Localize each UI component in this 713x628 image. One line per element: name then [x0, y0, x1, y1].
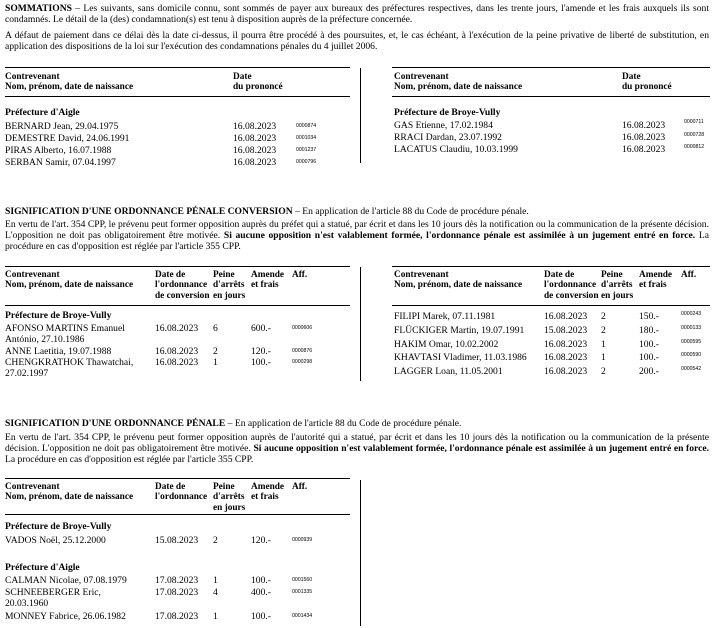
header-contrevenant: Contrevenant Nom, prénom, date de naissance: [394, 270, 523, 291]
divider: [5, 96, 350, 97]
case-code: 0000590: [681, 352, 702, 358]
amende-value: 200.-: [639, 366, 659, 377]
header-aff: Aff.: [292, 270, 308, 280]
divider: [5, 514, 350, 515]
person-name: RRACI Dardan, 23.07.1992: [394, 132, 502, 143]
date-value: 16.08.2023: [155, 357, 199, 368]
amende-value: 180.-: [639, 325, 659, 336]
case-code: 0000243: [681, 311, 702, 317]
person-name: FILIPI Marek, 07.11.1981: [394, 311, 496, 322]
case-code: 0000939: [292, 537, 313, 543]
person-name: FLÜCKIGER Martin, 19.07.1991: [394, 325, 525, 336]
group-label: Préfecture d'Aigle: [5, 562, 80, 573]
date-value: 16.08.2023: [155, 346, 199, 357]
column-divider: [360, 267, 361, 381]
peine-value: 2: [213, 346, 218, 357]
header-date-prononce: Date du prononcé: [233, 72, 283, 93]
date-value: 15.08.2023: [155, 535, 199, 546]
date-value: 16.08.2023: [622, 120, 666, 131]
header-peine: Peine d'arrêts en jours: [601, 270, 634, 301]
case-code: 0000876: [292, 348, 313, 354]
amende-value: 150.-: [639, 311, 659, 322]
divider: [5, 305, 350, 306]
date-value: 16.08.2023: [233, 157, 277, 168]
amende-value: 100.-: [251, 357, 271, 368]
header-aff: Aff.: [681, 270, 697, 280]
divider: [5, 478, 350, 479]
person-name: DEMESTRE David, 24.06.1991: [5, 133, 130, 144]
date-value: 17.08.2023: [155, 611, 199, 622]
person-name: MONNEY Fabrice, 26.06.1982: [5, 611, 126, 622]
person-name: SCHNEEBERGER Eric,: [5, 587, 101, 598]
person-name-cont: 20.03.1960: [5, 598, 49, 609]
amende-value: 120.-: [251, 535, 271, 546]
group-label: Préfecture de Broye-Vully: [5, 310, 112, 321]
conversion-title: SIGNIFICATION D'UNE ORDONNANCE PÉNALE CONVERSION: [5, 206, 293, 217]
column-divider: [360, 68, 361, 163]
sommations-text-1: – Les suivants, sans domicile connu, sont sommés de payer aux bureaux des préfectures respectives, dans les trente jours, l'amende et les frais auxquels ils sont condamnés. Le détail de la (des) condamnation(s) est tenu à disposition auprès de la préfecture concernée.: [5, 3, 709, 26]
divider: [392, 305, 710, 306]
peine-value: 2: [601, 325, 606, 336]
person-name: HAKIM Omar, 10.02.2002: [394, 339, 499, 350]
date-value: 17.08.2023: [155, 575, 199, 586]
amende-value: 400.-: [251, 587, 271, 598]
header-date-ordonnance: Date de l'ordonnance: [155, 482, 208, 503]
header-contrevenant: Contrevenant Nom, prénom, date de naissance: [5, 72, 134, 93]
header-amende: Amende et frais: [251, 482, 285, 503]
case-code: 0001237: [296, 147, 317, 153]
header-amende: Amende et frais: [639, 270, 673, 291]
peine-value: 1: [601, 352, 606, 363]
header-date-conversion: Date de l'ordonnance de conversion: [544, 270, 599, 301]
person-name: SERBAN Samir, 07.04.1997: [5, 157, 116, 168]
peine-value: 4: [213, 587, 218, 598]
sommations-intro: [5, 3, 709, 25]
case-code: 0000595: [681, 339, 702, 345]
person-name: LACATUS Claudiu, 10.03.1999: [394, 144, 518, 155]
date-value: 15.08.2023: [544, 325, 588, 336]
group-label: Préfecture d'Aigle: [5, 107, 80, 118]
header-date-conversion: Date de l'ordonnance de conversion: [155, 270, 210, 301]
case-code: 0001560: [292, 577, 313, 583]
peine-value: 2: [213, 535, 218, 546]
case-code: 0000542: [681, 366, 702, 372]
date-value: 16.08.2023: [233, 133, 277, 144]
divider: [5, 67, 350, 68]
amende-value: 120.-: [251, 346, 271, 357]
case-code: 0000711: [684, 119, 704, 125]
date-value: 16.08.2023: [544, 352, 588, 363]
amende-value: 100.-: [639, 339, 659, 350]
case-code: 0001335: [292, 589, 313, 595]
person-name: GAS Etienne, 17.02.1984: [394, 120, 493, 131]
person-name: LAGGER Loan, 11.05.2001: [394, 366, 503, 377]
group-label: Préfecture de Broye-Vully: [394, 107, 501, 118]
case-code: 0000606: [292, 325, 313, 331]
column-divider: [360, 480, 361, 626]
date-value: 16.08.2023: [544, 311, 588, 322]
date-value: 17.08.2023: [155, 587, 199, 598]
header-peine: Peine d'arrêts en jours: [213, 482, 246, 513]
amende-value: 100.-: [639, 352, 659, 363]
person-name-cont: António, 27.10.1986: [5, 334, 85, 345]
peine-value: 1: [213, 575, 218, 586]
date-value: 16.08.2023: [622, 132, 666, 143]
case-code: 0001034: [296, 135, 317, 141]
date-value: 16.08.2023: [233, 145, 277, 156]
conversion-text: En vertu de l'art. 354 CPP, le prévenu peut former opposition auprès du préfet qui a statué, par écrit et dans les 10 jours dès la notification ou la communication de la présente décision. L'opposition ne doit pas obligatoirement être motivée. Si aucune opposition n'est valablement formée, l'ordonnance pénale est assimilée à un jugement entré en force. La procédure en cas d'opposition est réglée par l'article 355 CPP.: [5, 219, 709, 253]
divider: [5, 266, 350, 267]
person-name: AFONSO MARTINS Emanuel: [5, 323, 125, 334]
header-date-prononce: Date du prononcé: [622, 72, 672, 93]
conversion-title-line: SIGNIFICATION D'UNE ORDONNANCE PÉNALE CONVERSION – En application de l'article 88 du Code de procédure pénale.: [5, 206, 529, 217]
case-code: 0000298: [292, 359, 313, 365]
amende-value: 100.-: [251, 611, 271, 622]
case-code: 0000728: [684, 132, 705, 138]
person-name: PIRAS Alberto, 16.07.1988: [5, 145, 112, 156]
person-name: BERNARD Jean, 29.04.1975: [5, 121, 119, 132]
date-value: 16.08.2023: [622, 144, 666, 155]
case-code: 0000812: [684, 144, 705, 150]
case-code: 0000874: [296, 123, 317, 129]
divider: [392, 266, 710, 267]
case-code: 0001434: [292, 613, 313, 619]
header-peine: Peine d'arrêts en jours: [213, 270, 246, 301]
person-name-cont: 27.02.1997: [5, 368, 49, 379]
person-name: CALMAN Nicolae, 07.08.1979: [5, 575, 127, 586]
sommations-text-2: A défaut de paiement dans ce délai dès la date ci-dessus, il pourra être procédé à des poursuites, et, le cas échéant, à l'exécution de la peine privative de liberté de substitution, en application des dispositions de la loi sur l'exécution des condamnations pénales du 4 juillet 2006.: [5, 30, 709, 53]
case-code: 0000133: [681, 325, 702, 331]
divider: [392, 67, 710, 68]
date-value: 16.08.2023: [544, 339, 588, 350]
person-name: ANNE Laetitia, 19.07.1988: [5, 346, 112, 357]
date-value: 16.08.2023: [544, 366, 588, 377]
case-code: 0000796: [296, 159, 317, 165]
header-aff: Aff.: [292, 482, 308, 492]
person-name: KHAVTASI Vladimer, 11.03.1986: [394, 352, 527, 363]
person-name: VADOS Noël, 25.12.2000: [5, 535, 106, 546]
penale-title: SIGNIFICATION D'UNE ORDONNANCE PÉNALE: [5, 418, 226, 429]
person-name: CHENGKRATHOK Thawatchai,: [5, 357, 134, 368]
header-contrevenant: Contrevenant Nom, prénom, date de naissance: [5, 482, 134, 503]
divider: [392, 96, 710, 97]
header-contrevenant: Contrevenant Nom, prénom, date de naissance: [394, 72, 523, 93]
amende-value: 600.-: [251, 323, 271, 334]
peine-value: 1: [213, 611, 218, 622]
peine-value: 2: [601, 311, 606, 322]
date-value: 16.08.2023: [233, 121, 277, 132]
header-amende: Amende et frais: [251, 270, 285, 291]
peine-value: 1: [213, 357, 218, 368]
group-label: Préfecture de Broye-Vully: [5, 521, 112, 532]
peine-value: 2: [601, 366, 606, 377]
penale-text: En vertu de l'art. 354 CPP, le prévenu peut former opposition auprès de l'autorité qui a statué, par écrit et dans les 10 jours dès la notification ou la communication de la présente décision. L'opposition ne doit pas obligatoirement être motivée. Si aucune opposition n'est valablement formée, l'ordonnance pénale est assimilée à un jugement entré en force. La procédure en cas d'opposition est réglée par l'article 355 CPP.: [5, 432, 709, 466]
sommations-text-2-block: [5, 30, 709, 52]
header-contrevenant: Contrevenant Nom, prénom, date de naissance: [5, 270, 134, 291]
sommations-title: SOMMATIONS: [5, 3, 72, 14]
penale-title-line: SIGNIFICATION D'UNE ORDONNANCE PÉNALE – En application de l'article 88 du Code de procédure pénale.: [5, 418, 462, 429]
date-value: 16.08.2023: [155, 323, 199, 334]
amende-value: 100.-: [251, 575, 271, 586]
peine-value: 6: [213, 323, 218, 334]
peine-value: 1: [601, 339, 606, 350]
